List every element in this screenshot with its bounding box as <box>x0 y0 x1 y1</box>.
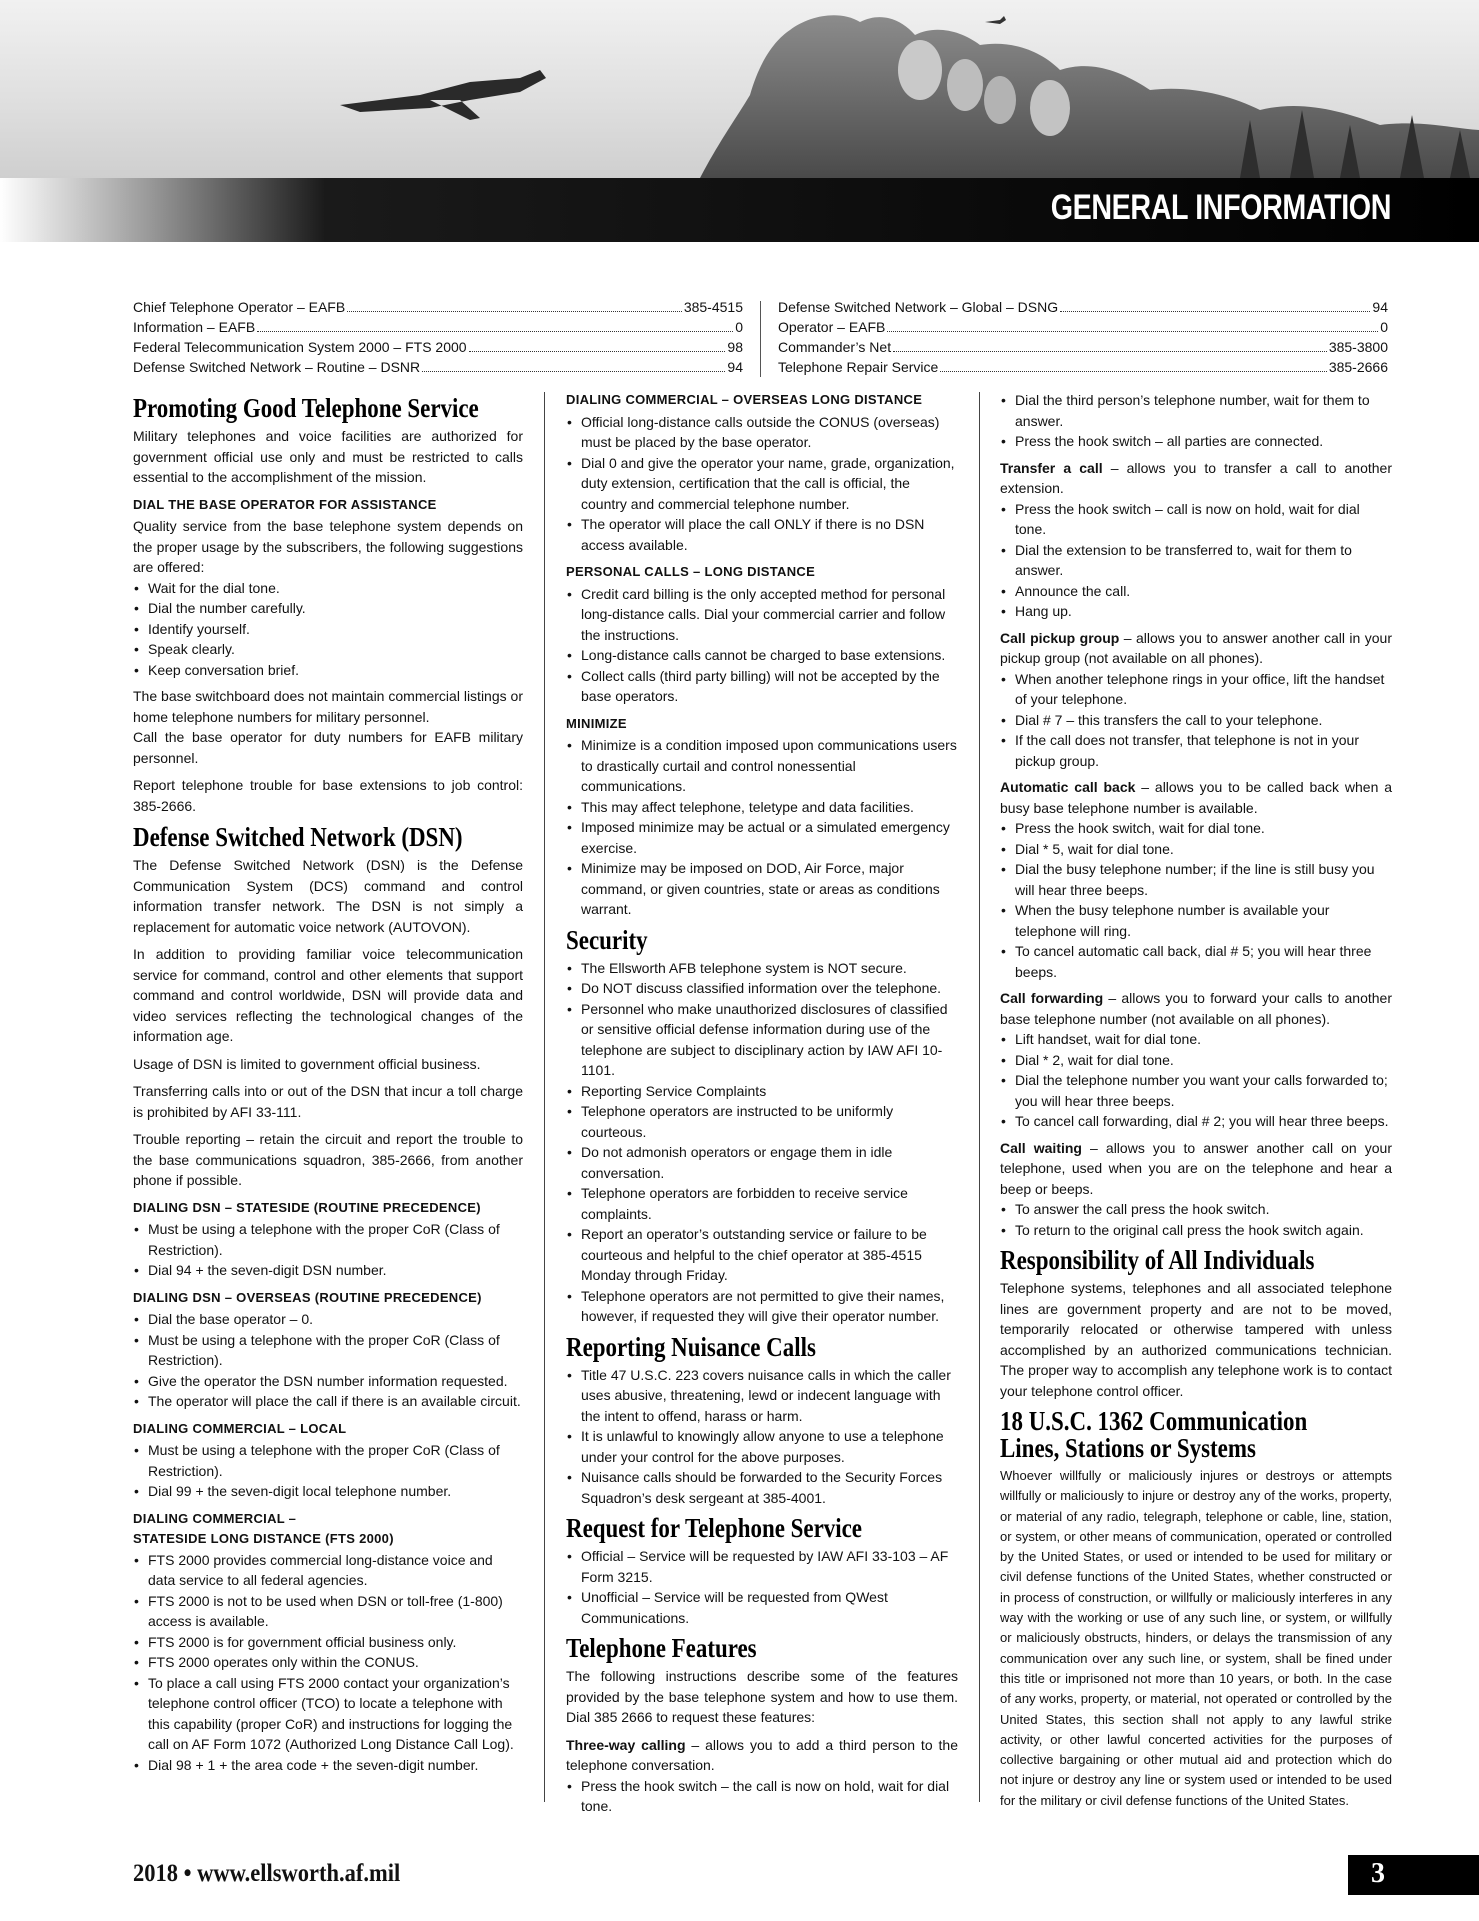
list-item: • When another telephone rings in your office, lift the handset of your telephone. <box>1000 669 1392 710</box>
list-item: • Telephone operators are instructed to be uniformly courteous. <box>566 1101 958 1142</box>
list-item: • Dial 94 + the seven-digit DSN number. <box>133 1260 523 1281</box>
list-item: • The Ellsworth AFB telephone system is NOT secure. <box>566 958 958 979</box>
subheading: DIALING COMMERCIAL – LOCAL <box>133 1420 347 1436</box>
list-item: • This may affect telephone, teletype and data facilities. <box>566 797 958 818</box>
bullet-list <box>566 735 958 920</box>
directory-number: 385-4515 <box>683 299 743 315</box>
list-item: • To return to the original call press the hook switch again. <box>1000 1220 1392 1241</box>
subheading: DIALING DSN – OVERSEAS (ROUTINE PRECEDENCE) <box>133 1289 482 1305</box>
list-item: • FTS 2000 is for government official business only. <box>133 1632 523 1653</box>
list-item: • Speak clearly. <box>133 639 523 660</box>
column-divider <box>544 392 545 1802</box>
header-photo-banner <box>0 0 1479 178</box>
directory-row <box>133 297 743 317</box>
paragraph: Whoever willfully or maliciously injures or destroys or attempts willfully or maliciously to injure or destroy any of the works, property, or material of any radio, telegraph, telephone or cable, line, station, or system, or other means of communication, operated or controlled by the United States, or used or intended to be used for military or civil defense functions of the United States, whether constructed or in process of construction, or willfully or maliciously interferes in any way with the working or use of any such line, or system, or willfully or maliciously obstructs, hinders, or delays the transmission of any communication over any such line, or system, shall be fined under this title or imprisoned not more than 10 years, or both. In the case of any works, property, or material, not operated or controlled by the United States, this section shall not apply to any lawful strike activity, or other lawful concerted activities for the purposes of collective bargaining or other mutual aid and protection which do not injure or destroy any line or system used or intended to be used for the military or civil defense functions of the United States. <box>1000 1468 1392 1808</box>
list-item: • Dial 98 + 1 + the area code + the seven-digit number. <box>133 1755 523 1776</box>
paragraph: Trouble reporting – retain the circuit and report the trouble to the base communications squadron, 385-2666, from another phone if possible. <box>133 1131 523 1188</box>
column-1 <box>133 390 523 1781</box>
feature-name: Three-way calling <box>566 1736 686 1753</box>
directory-number: 94 <box>1372 299 1388 315</box>
feature-description: – allows you to answer another call on your telephone, used when you are on the telephone and hear a beep or beeps. <box>1000 1139 1393 1197</box>
directory-row <box>133 317 743 337</box>
directory-right-column <box>778 297 1388 377</box>
paragraph <box>566 1735 958 1776</box>
list-item: • Report an operator’s outstanding service or failure to be courteous and helpful to the chief operator at 385-4515 Monday through Friday. <box>566 1224 958 1286</box>
list-item: • Press the hook switch – all parties are connected. <box>1000 431 1392 452</box>
list-item: • To cancel automatic call back, dial # 5; you will hear three beeps. <box>1000 941 1392 982</box>
bullet-list <box>566 1365 958 1509</box>
bullet-list <box>133 578 523 681</box>
list-item: • The operator will place the call ONLY if there is no DSN access available. <box>566 514 958 555</box>
list-item: • Do NOT discuss classified information over the telephone. <box>566 978 958 999</box>
feature-description: – allows you to transfer a call to another extension. <box>1000 459 1393 496</box>
directory-label: Chief Telephone Operator – EAFB <box>133 299 346 315</box>
bullet-list <box>1000 669 1392 772</box>
list-item: • Announce the call. <box>1000 581 1392 602</box>
paragraph: Transferring calls into or out of the DSN that incur a toll charge is prohibited by AFI 33-111. <box>133 1083 523 1120</box>
list-item: • Keep conversation brief. <box>133 660 523 681</box>
bullet-list <box>566 412 958 556</box>
list-item: • When the busy telephone number is available your telephone will ring. <box>1000 900 1392 941</box>
subheading-line: STATESIDE LONG DISTANCE (FTS 2000) <box>133 1531 394 1546</box>
section-heading: Defense Switched Network (DSN) <box>133 822 463 852</box>
list-item: • FTS 2000 provides commercial long-distance voice and data service to all federal agencies. <box>133 1550 523 1591</box>
list-item: • Dial * 2, wait for dial tone. <box>1000 1050 1392 1071</box>
feature-name: Call pickup group <box>1000 629 1120 646</box>
list-item: • Credit card billing is the only accepted method for personal long-distance calls. Dial your commercial carrier and follow the instructions. <box>566 584 958 646</box>
list-item: • Title 47 U.S.C. 223 covers nuisance calls in which the caller uses abusive, threatening, lewd or indecent language with the intent to offend, harass or harm. <box>566 1365 958 1427</box>
paragraph <box>1000 777 1392 818</box>
column-3 <box>1000 390 1392 1818</box>
directory-label: Information – EAFB <box>133 319 256 335</box>
bullet-list <box>133 1219 523 1281</box>
subheading: DIALING DSN – STATESIDE (ROUTINE PRECEDENCE) <box>133 1199 481 1215</box>
list-item: • The operator will place the call if there is an available circuit. <box>133 1391 523 1412</box>
feature-description: – allows you to forward your calls to another base telephone number (not available on all phones). <box>1000 990 1392 1027</box>
list-item: • Official – Service will be requested by IAW AFI 33-103 – AF Form 3215. <box>566 1546 958 1587</box>
list-item: • Lift handset, wait for dial tone. <box>1000 1029 1392 1050</box>
list-item: • FTS 2000 is not to be used when DSN or toll-free (1-800) access is available. <box>133 1591 523 1632</box>
bullet-list <box>566 584 958 707</box>
bullet-list <box>133 1550 523 1776</box>
feature-name: Transfer a call <box>1000 459 1103 476</box>
section-heading: Responsibility of All Individuals <box>1000 1245 1315 1275</box>
list-item: • Dial 0 and give the operator your name, grade, organization, duty extension, certification that the call is official, the country and commercial telephone number. <box>566 453 958 515</box>
directory-number: 98 <box>727 339 743 355</box>
paragraph: Report telephone trouble for base extensions to job control: 385-2666. <box>133 777 523 814</box>
list-item: • If the call does not transfer, that telephone is not in your pickup group. <box>1000 730 1392 771</box>
directory-divider <box>760 301 761 377</box>
list-item: • Personnel who make unauthorized disclosures of classified or sensitive official defense information during use of the telephone are subject to disciplinary action by IAW AFI 10-1101. <box>566 999 958 1081</box>
heading-line: Lines, Stations or Systems <box>1000 1433 1256 1463</box>
heading-line: 18 U.S.C. 1362 Communication <box>1000 1406 1308 1436</box>
directory-left-column <box>133 297 743 377</box>
directory-number: 385-2666 <box>1328 359 1388 375</box>
list-item: • Must be using a telephone with the proper CoR (Class of Restriction). <box>133 1219 523 1260</box>
bullet-list <box>1000 499 1392 622</box>
list-item: • Wait for the dial tone. <box>133 578 523 599</box>
paragraph: The following instructions describe some of the features provided by the base telephone system and how to use them. Dial 385 2666 to request these features: <box>566 1668 958 1725</box>
list-item: • Dial the base operator – 0. <box>133 1309 523 1330</box>
list-item: • FTS 2000 operates only within the CONUS. <box>133 1652 523 1673</box>
list-item: • Dial the busy telephone number; if the line is still busy you will hear three beeps. <box>1000 859 1392 900</box>
directory-number: 385-3800 <box>1328 339 1388 355</box>
list-item: • Collect calls (third party billing) will not be accepted by the base operators. <box>566 666 958 707</box>
paragraph <box>1000 458 1392 499</box>
bullet-list <box>133 1440 523 1502</box>
aircraft-silhouette <box>340 70 546 120</box>
directory-row <box>778 337 1388 357</box>
list-item: • Unofficial – Service will be requested from QWest Communications. <box>566 1587 958 1628</box>
list-item: • Telephone operators are forbidden to receive service complaints. <box>566 1183 958 1224</box>
subheading <box>133 1509 523 1550</box>
section-heading <box>1000 1408 1333 1462</box>
list-item: • Press the hook switch, wait for dial tone. <box>1000 818 1392 839</box>
list-item: • Reporting Service Complaints <box>566 1081 958 1102</box>
paragraph: In addition to providing familiar voice telecommunication service for command, control and other elements that support command and control worldwide, DSN will provide data and video services reflecting the technological changes of the information age. <box>133 946 523 1044</box>
paragraph <box>1000 988 1392 1029</box>
paragraph: Telephone systems, telephones and all associated telephone lines are government property and are not to be moved, temporarily relocated or otherwise tampered with unless accomplished by an authorized communications technician. The proper way to accomplish any telephone work is to contact your telephone control officer. <box>1000 1280 1392 1399</box>
directory-label: Federal Telecommunication System 2000 – FTS 2000 <box>133 339 467 355</box>
subheading-line: DIALING COMMERCIAL – <box>133 1510 297 1526</box>
paragraph: Call the base operator for duty numbers for EAFB military personnel. <box>133 729 523 766</box>
list-item: • Must be using a telephone with the proper CoR (Class of Restriction). <box>133 1330 523 1371</box>
directory-row <box>133 357 743 377</box>
page-section-title: GENERAL INFORMATION <box>1050 188 1391 227</box>
list-item: • Give the operator the DSN number information requested. <box>133 1371 523 1392</box>
list-item: • To cancel call forwarding, dial # 2; you will hear three beeps. <box>1000 1111 1392 1132</box>
bullet-list <box>1000 1199 1392 1240</box>
subheading: DIAL THE BASE OPERATOR FOR ASSISTANCE <box>133 496 437 512</box>
list-item: • Minimize is a condition imposed upon communications users to drastically curtail and control nonessential communications. <box>566 735 958 797</box>
feature-description: – allows you to be called back when a busy base telephone number is available. <box>1000 779 1392 816</box>
directory-row <box>133 337 743 357</box>
directory-label: Commander’s Net <box>778 339 892 355</box>
section-heading: Telephone Features <box>566 1633 757 1663</box>
list-item: • Minimize may be imposed on DOD, Air Force, major command, or given countries, state or areas as conditions warrant. <box>566 858 958 920</box>
paragraph: Quality service from the base telephone system depends on the proper usage by the subscribers, the following suggestions are offered: <box>133 518 523 575</box>
bullet-list <box>133 1309 523 1412</box>
feature-description: – allows you to answer another call in your pickup group (not available on all phones). <box>1000 629 1392 666</box>
footer-year-website: 2018 • www.ellsworth.af.mil <box>133 1860 401 1887</box>
feature-name: Call forwarding <box>1000 990 1104 1006</box>
section-heading: Request for Telephone Service <box>566 1513 862 1543</box>
directory-row <box>778 297 1388 317</box>
directory-number: 0 <box>735 319 743 335</box>
list-item: • Imposed minimize may be actual or a simulated emergency exercise. <box>566 817 958 858</box>
directory-label: Operator – EAFB <box>778 319 886 335</box>
paragraph <box>1000 628 1392 669</box>
bullet-list <box>1000 390 1392 452</box>
list-item: • Nuisance calls should be forwarded to the Security Forces Squadron’s desk sergeant at 385-4001. <box>566 1467 958 1508</box>
section-heading: Reporting Nuisance Calls <box>566 1331 816 1362</box>
directory-number: 94 <box>727 359 743 375</box>
list-item: • Dial the telephone number you want your calls forwarded to; you will hear three beeps. <box>1000 1070 1392 1111</box>
directory-label: Defense Switched Network – Routine – DSNR <box>133 359 421 375</box>
directory-row <box>778 317 1388 337</box>
bullet-list <box>566 1776 958 1817</box>
list-item: • Dial 99 + the seven-digit local telephone number. <box>133 1481 523 1502</box>
list-item: • Dial * 5, wait for dial tone. <box>1000 839 1392 860</box>
section-heading: Security <box>566 924 648 955</box>
paragraph <box>1000 1138 1392 1200</box>
subheading: DIALING COMMERCIAL – OVERSEAS LONG DISTANCE <box>566 392 923 407</box>
subheading: PERSONAL CALLS – LONG DISTANCE <box>566 564 816 579</box>
list-item: • To answer the call press the hook switch. <box>1000 1199 1392 1220</box>
list-item: • To place a call using FTS 2000 contact your organization’s telephone control officer (TCO) to locate a telephone with this capability (proper CoR) and instructions for logging the call on AF Form 1072 (Authorized Long Distance Call Log). <box>133 1673 523 1755</box>
directory-label: Defense Switched Network – Global – DSNG <box>778 299 1059 315</box>
list-item: • Telephone operators are not permitted to give their names, however, if requested they will give their operator number. <box>566 1286 958 1327</box>
list-item: • Do not admonish operators or engage them in idle conversation. <box>566 1142 958 1183</box>
list-item: • Long-distance calls cannot be charged to base extensions. <box>566 645 958 666</box>
list-item: • Press the hook switch – call is now on hold, wait for dial tone. <box>1000 499 1392 540</box>
list-item: • Dial the third person’s telephone number, wait for them to answer. <box>1000 390 1392 431</box>
list-item: • Dial # 7 – this transfers the call to your telephone. <box>1000 710 1392 731</box>
section-heading: Promoting Good Telephone Service <box>133 393 479 423</box>
feature-name: Call waiting <box>1000 1139 1082 1156</box>
column-divider <box>979 392 980 1802</box>
list-item: • Identify yourself. <box>133 619 523 640</box>
subheading: MINIMIZE <box>566 715 627 731</box>
header-illustration <box>0 0 1479 178</box>
feature-name: Automatic call back <box>1000 779 1136 795</box>
feature-description: – allows you to add a third person to the telephone conversation. <box>566 1736 958 1773</box>
paragraph: The Defense Switched Network (DSN) is the Defense Communication System (DCS) command and control information transfer network. The DSN is not simply a replacement for automatic voice network (AUTOVON). <box>133 857 523 935</box>
bullet-list <box>566 958 958 1327</box>
paragraph: Usage of DSN is limited to government official business. <box>133 1055 481 1072</box>
list-item: • Hang up. <box>1000 601 1392 622</box>
column-2 <box>566 390 958 1823</box>
list-item: • Press the hook switch – the call is now on hold, wait for dial tone. <box>566 1776 958 1817</box>
bullet-list <box>1000 818 1392 982</box>
mountain-rushmore-graphic <box>700 15 1479 178</box>
bullet-list <box>1000 1029 1392 1132</box>
page-number: 3 <box>1371 1858 1385 1889</box>
list-item: • Must be using a telephone with the proper CoR (Class of Restriction). <box>133 1440 523 1481</box>
section-title-bar <box>0 178 1479 242</box>
directory-number: 0 <box>1380 319 1388 335</box>
paragraph: The base switchboard does not maintain commercial listings or home telephone numbers for military personnel. <box>133 688 523 725</box>
list-item: • It is unlawful to knowingly allow anyone to use a telephone under your control for the above purposes. <box>566 1426 958 1467</box>
bullet-list <box>566 1546 958 1628</box>
list-item: • Official long-distance calls outside the CONUS (overseas) must be placed by the base operator. <box>566 412 958 453</box>
list-item: • Dial the extension to be transferred to, wait for them to answer. <box>1000 540 1392 581</box>
directory-row <box>778 357 1388 377</box>
directory-label: Telephone Repair Service <box>778 359 939 375</box>
page-number-box <box>1348 1855 1479 1895</box>
list-item: • Dial the number carefully. <box>133 598 523 619</box>
paragraph: Military telephones and voice facilities are authorized for government official use only and must be restricted to calls essential to the accomplishment of the mission. <box>133 428 523 485</box>
